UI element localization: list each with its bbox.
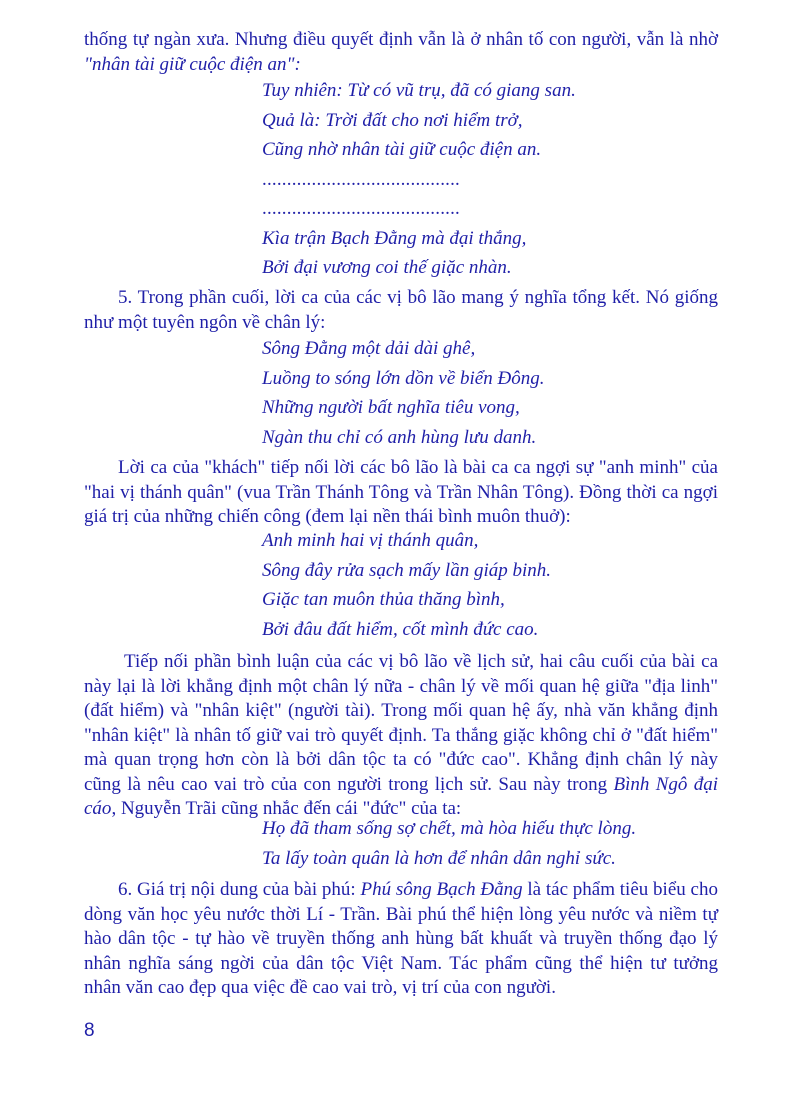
text-line: giá trị của những chiến công (đem lại nền thái bình muôn thuở): <box>84 506 571 527</box>
text-fragment: 6. Giá trị nội dung của bài phú: <box>118 879 361 900</box>
verse-line: Những người bất nghĩa tiêu vong, <box>262 397 520 418</box>
paragraph-6 <box>84 878 718 1001</box>
verse-line: Luồng to sóng lớn dồn về biển Đông. <box>262 367 545 389</box>
text-line: như một tuyên ngôn về chân lý: <box>84 311 326 333</box>
text-line: "nhân tài giữ cuộc điện an": <box>84 53 301 75</box>
text-line <box>84 878 718 903</box>
text-fragment: , Nguyễn Trãi cũng nhắc đến cái "đức" của ta: <box>111 798 462 819</box>
verse-line: Anh minh hai vị thánh quân, <box>262 530 479 551</box>
paragraph-5 <box>84 286 718 335</box>
text-line: (đất hiểm) và "nhân kiệt" (người tài). Trong mối quan hệ ấy, nhà văn khẳng định <box>84 700 718 721</box>
verse-line: Bởi đại vương coi thế giặc nhàn. <box>262 257 512 278</box>
verse-line: Kìa trận Bạch Đằng mà đại thắng, <box>262 227 527 249</box>
text-line <box>84 773 718 798</box>
page-number: 8 <box>84 1020 95 1041</box>
verse-line: Ta lấy toàn quân là hơn để nhân dân nghỉ sức. <box>262 847 616 869</box>
paragraph-intro <box>84 28 718 77</box>
work-title: cáo <box>84 798 112 819</box>
verse-line: Ngàn thu chỉ có anh hùng lưu danh. <box>262 426 537 448</box>
text-line: dòng văn học yêu nước thời Lí - Trần. Bài phú thể hiện lòng yêu nước và niềm tự <box>84 903 718 925</box>
text-line: Lời ca của "khách" tiếp nối lời các bô lão là bài ca ca ngợi sự "anh minh" của <box>118 457 718 478</box>
verse-block-1 <box>262 76 576 283</box>
verse-line: Quả là: Trời đất cho nơi hiểm trở, <box>262 109 523 131</box>
text-fragment: là tác phẩm tiêu biểu cho <box>522 879 718 900</box>
text-line: này lại là lời khẳng định một chân lý nữa - chân lý về mối quan hệ giữa "địa linh" <box>84 675 718 697</box>
text-line: hào dân tộc - tự hào về truyền thống anh hùng bất khuất và truyền thống đạo lý <box>84 928 718 949</box>
verse-line: Cũng nhờ nhân tài giữ cuộc điện an. <box>262 139 542 160</box>
text-line: "nhân kiệt" là nhân tố giữ vai trò quyết định. Ta thắng giặc không chỉ ở "đất hiểm" <box>84 724 718 746</box>
text-line: Tiếp nối phần bình luận của các vị bô lão về lịch sử, hai câu cuối của bài ca <box>124 651 718 672</box>
work-title: Phú sông Bạch Đằng <box>360 879 523 900</box>
verse-line: Sông đây rửa sạch mấy lần giáp binh. <box>262 559 552 581</box>
verse-block-4 <box>262 814 636 873</box>
text-line: mà quan trọng hơn còn là bởi dân tộc ta có "đức cao". Khẳng định chân lý này <box>84 749 718 770</box>
paragraph-khach <box>84 456 718 530</box>
text-line: "hai vị thánh quân" (vua Trần Thánh Tông và Trần Nhân Tông). Đồng thời ca ngợi <box>84 481 718 503</box>
work-title: Bình Ngô đại <box>613 773 718 795</box>
text-line: thống tự ngàn xưa. Nhưng điều quyết định vẫn là ở nhân tố con người, vẫn là nhờ <box>84 29 718 50</box>
verse-line: Tuy nhiên: Từ có vũ trụ, đã có giang san. <box>262 80 576 101</box>
text-line: 5. Trong phần cuối, lời ca của các vị bô lão mang ý nghĩa tổng kết. Nó giống <box>118 287 718 308</box>
verse-line: Sông Đằng một dải dài ghê, <box>262 338 476 359</box>
text-line: nhân văn cao đẹp qua việc đề cao vai trò, vị trí của con người. <box>84 977 556 998</box>
verse-block-2 <box>262 334 544 452</box>
paragraph-tiep-noi <box>84 650 718 822</box>
verse-block-3 <box>262 526 551 644</box>
verse-line: Giặc tan muôn thủa thăng bình, <box>262 589 505 610</box>
text-line: nhân nghĩa sáng ngời của dân tộc Việt Nam. Tác phẩm cũng thể hiện tư tưởng <box>84 952 718 974</box>
verse-line: Bởi đâu đất hiểm, cốt mình đức cao. <box>262 618 539 640</box>
verse-ellipsis: ........................................ <box>262 198 460 219</box>
verse-line: Họ đã tham sống sợ chết, mà hòa hiếu thực lòng. <box>262 818 637 839</box>
text-fragment: cũng là nêu cao vai trò của con người trong lịch sử. Sau này trong <box>84 773 614 795</box>
verse-ellipsis: ........................................ <box>262 168 460 190</box>
